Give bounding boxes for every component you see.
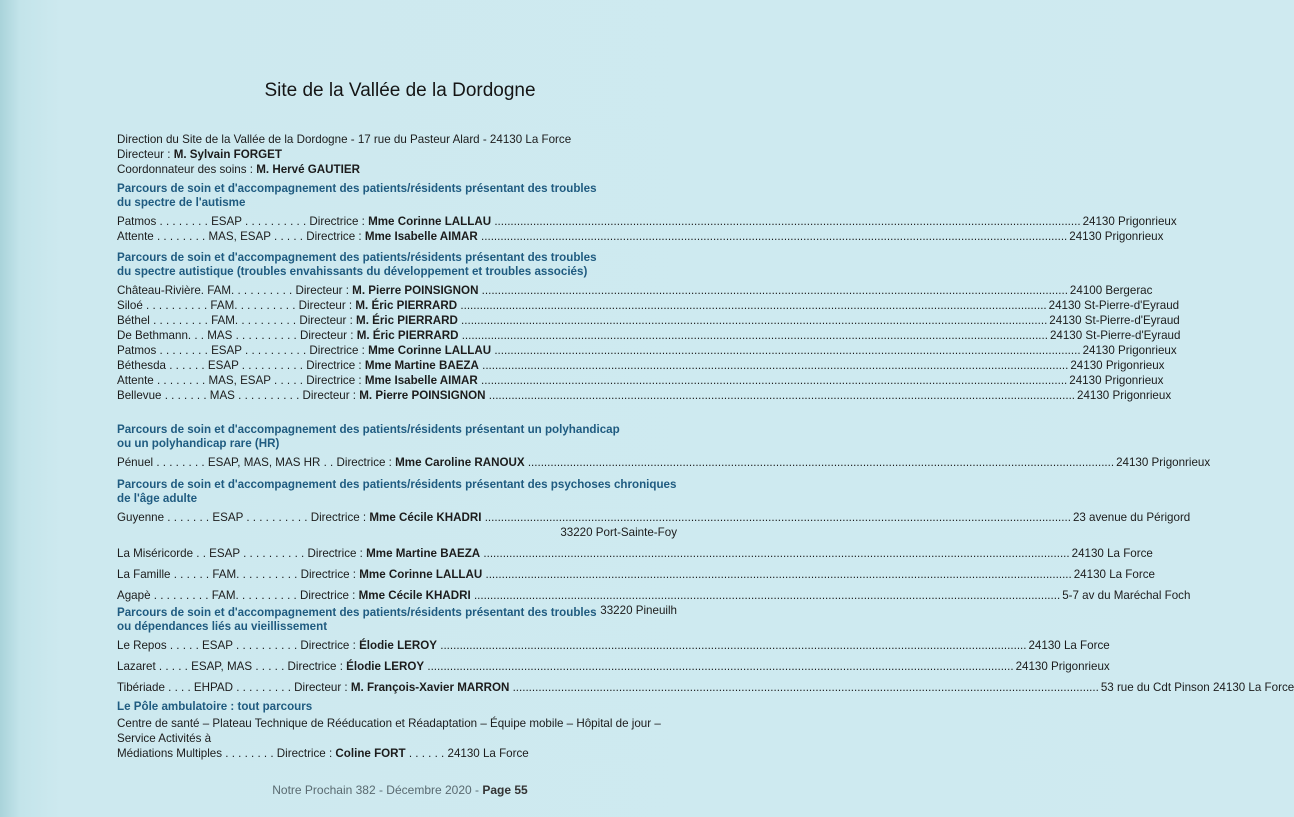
facility-location: 24130 St-Pierre-d'Eyraud xyxy=(1049,314,1180,327)
facility-info: Siloé . . . . . . . . . . FAM. . . . . . . . . . Directeur : xyxy=(117,299,356,312)
facility-row xyxy=(117,343,1177,358)
facility-row xyxy=(117,373,1164,388)
page-footer xyxy=(0,783,800,797)
facility-info: Tibériade . . . . EHPAD . . . . . . . . . Directeur : xyxy=(117,681,351,694)
facility-row xyxy=(117,638,1110,653)
facility-location: 24130 Prigonrieux xyxy=(1070,359,1165,372)
facility-location: 24130 Prigonrieux xyxy=(1015,660,1110,673)
facility-row xyxy=(117,328,1181,343)
facility-lead xyxy=(117,455,1114,470)
section xyxy=(117,478,1191,624)
facility-row xyxy=(117,214,1177,229)
facility-row xyxy=(117,546,1153,561)
ambulatory-line-2 xyxy=(117,746,697,761)
facility-row xyxy=(117,283,1153,298)
director-label: Directeur : xyxy=(117,148,174,161)
director-name: Mme Martine BAEZA xyxy=(364,359,479,372)
section-heading: ou un polyhandicap rare (HR) xyxy=(117,437,280,450)
ambulatory-section xyxy=(117,700,697,761)
facility-info: Bellevue . . . . . . . MAS . . . . . . . . . . Directeur : xyxy=(117,389,360,402)
facility-info: Patmos . . . . . . . . ESAP . . . . . . . . . . Directrice : xyxy=(117,344,369,357)
facility-row xyxy=(117,455,1211,470)
facility-info: Attente . . . . . . . . MAS, ESAP . . . . . Directrice : xyxy=(117,230,365,243)
facility-location: 23 avenue du Périgord xyxy=(1072,511,1191,524)
facility-lead xyxy=(117,283,1068,298)
section-heading: Parcours de soin et d'accompagnement des patients/résidents présentant un polyhandicap xyxy=(117,423,620,436)
director-name: Mme Cécile KHADRI xyxy=(358,589,471,602)
section-heading: Parcours de soin et d'accompagnement des patients/résidents présentant des troubles xyxy=(117,251,597,264)
facility-lead xyxy=(117,659,1014,674)
director-name: Mme Corinne LALLAU xyxy=(368,344,492,357)
facility-lead xyxy=(117,680,1099,695)
facility-lead xyxy=(117,638,1026,653)
section xyxy=(117,423,1211,470)
facility-location: 24130 Prigonrieux xyxy=(1116,456,1211,469)
page-title: Site de la Vallée de la Dordogne xyxy=(264,80,536,101)
facility-location: 5-7 av du Maréchal Foch xyxy=(1062,589,1191,602)
section-heading: Parcours de soin et d'accompagnement des patients/résidents présentant des psychoses chroniques de l'âge adulte xyxy=(117,478,677,505)
director-name: M. Éric PIERRARD xyxy=(356,314,458,327)
section-heading: du spectre de l'autisme xyxy=(117,196,246,209)
facility-lead xyxy=(117,510,1071,525)
director-name: Mme Isabelle AIMAR xyxy=(364,374,478,387)
director-name: Mme Corinne LALLAU xyxy=(368,215,492,228)
facility-row xyxy=(117,510,1191,525)
section-heading: Parcours de soin et d'accompagnement des patients/résidents présentant des troubles xyxy=(117,182,597,195)
facility-lead xyxy=(117,313,1047,328)
section-heading: ou dépendances liés au vieillissement xyxy=(117,620,328,633)
facility-lead xyxy=(117,588,1060,603)
site-director xyxy=(117,147,677,162)
director-name: Mme Martine BAEZA xyxy=(366,547,481,560)
director-name: Mme Caroline RANOUX xyxy=(395,456,525,469)
facility-info: Attente . . . . . . . . MAS, ESAP . . . . . Directrice : xyxy=(117,374,365,387)
facility-info: La Famille . . . . . . FAM. . . . . . . . . . Directrice : xyxy=(117,568,360,581)
footer-text: Notre Prochain 382 - Décembre 2020 - xyxy=(272,783,483,797)
facility-location: 24130 Prigonrieux xyxy=(1069,230,1164,243)
section xyxy=(117,606,1294,701)
facility-location: 24130 Prigonrieux xyxy=(1077,389,1172,402)
section-heading: Parcours de soin et d'accompagnement des patients/résidents présentant des troubles xyxy=(117,606,597,619)
facility-location: 24130 Prigonrieux xyxy=(1069,374,1164,387)
facility-lead xyxy=(117,328,1048,343)
page-number: Page 55 xyxy=(482,783,528,797)
facility-row xyxy=(117,358,1165,373)
coord-name: M. Hervé GAUTIER xyxy=(256,163,360,176)
facility-row xyxy=(117,313,1180,328)
ambulatory-director: Coline FORT xyxy=(335,747,406,760)
section xyxy=(117,251,1181,403)
facility-location: 24130 La Force xyxy=(1073,568,1155,581)
facility-location: 24130 St-Pierre-d'Eyraud xyxy=(1048,299,1180,312)
facility-info: Béthesda . . . . . . ESAP . . . . . . . . . . Directrice : xyxy=(117,359,365,372)
site-intro xyxy=(117,132,677,177)
director-name: Élodie LEROY xyxy=(359,639,438,652)
facility-lead xyxy=(117,388,1075,403)
ambulatory-heading: Le Pôle ambulatoire : tout parcours xyxy=(117,700,313,713)
director-name: M. Éric PIERRARD xyxy=(356,329,459,342)
facility-location: 24130 St-Pierre-d'Eyraud xyxy=(1049,329,1181,342)
director-name: Mme Corinne LALLAU xyxy=(359,568,483,581)
facility-info: De Bethmann. . . MAS . . . . . . . . . . Directeur : xyxy=(117,329,357,342)
facility-location: 24130 La Force xyxy=(1071,547,1153,560)
director-name: Mme Cécile KHADRI xyxy=(369,511,482,524)
section-heading: du spectre autistique (troubles envahissants du développement et troubles associés) xyxy=(117,265,588,278)
ambulatory-lead: Médiations Multiples . . . . . . . . Directrice : xyxy=(117,747,336,760)
director-name: M. François-Xavier MARRON xyxy=(350,681,510,694)
facility-info: Agapè . . . . . . . . . FAM. . . . . . . . . . Directrice : xyxy=(117,589,359,602)
ambulatory-location: . . . . . . 24130 La Force xyxy=(405,747,529,760)
facility-info: Le Repos . . . . . ESAP . . . . . . . . . . Directrice : xyxy=(117,639,360,652)
facility-info: Château-Rivière. FAM. . . . . . . . . . Directeur : xyxy=(117,284,353,297)
facility-lead xyxy=(117,358,1068,373)
site-coordinator xyxy=(117,162,677,177)
facility-lead xyxy=(117,373,1067,388)
director-name: M. Éric PIERRARD xyxy=(355,299,458,312)
director-name: M. Sylvain FORGET xyxy=(173,148,282,161)
facility-location: 24100 Bergerac xyxy=(1069,284,1153,297)
facility-lead xyxy=(117,546,1070,561)
facility-info: Patmos . . . . . . . . ESAP . . . . . . . . . . Directrice : xyxy=(117,215,369,228)
director-name: Élodie LEROY xyxy=(346,660,425,673)
facility-row xyxy=(117,659,1110,674)
site-address: Direction du Site de la Vallée de la Dordogne - 17 rue du Pasteur Alard - 24130 La Force xyxy=(117,133,572,146)
facility-row xyxy=(117,229,1164,244)
facility-lead xyxy=(117,229,1067,244)
facility-lead xyxy=(117,298,1047,313)
facility-info: Guyenne . . . . . . . ESAP . . . . . . . . . . Directrice : xyxy=(117,511,370,524)
facility-row xyxy=(117,388,1172,403)
facility-row xyxy=(117,567,1155,582)
facility-lead xyxy=(117,343,1081,358)
section xyxy=(117,182,1177,244)
facility-location-line-2: 33220 Port-Sainte-Foy xyxy=(560,526,677,539)
facility-location: 24130 Prigonrieux xyxy=(1082,215,1177,228)
facility-location: 24130 La Force xyxy=(1028,639,1110,652)
facility-location-line-2: 33220 Pineuilh xyxy=(600,604,677,617)
director-name: M. Pierre POINSIGNON xyxy=(359,389,486,402)
facility-location: 24130 Prigonrieux xyxy=(1082,344,1177,357)
facility-info: Lazaret . . . . . ESAP, MAS . . . . . Directrice : xyxy=(117,660,347,673)
facility-row xyxy=(117,588,1191,603)
coord-label: Coordonnateur des soins : xyxy=(117,163,257,176)
facility-lead xyxy=(117,214,1081,229)
facility-info: La Miséricorde . . ESAP . . . . . . . . . . Directrice : xyxy=(117,547,367,560)
director-name: M. Pierre POINSIGNON xyxy=(352,284,479,297)
facility-row xyxy=(117,298,1180,313)
facility-row xyxy=(117,680,1294,695)
facility-lead xyxy=(117,567,1072,582)
ambulatory-line: Centre de santé – Plateau Technique de Rééducation et Réadaptation – Équipe mobile – Hôpital de jour – Service Activités à xyxy=(117,717,661,745)
facility-info: Pénuel . . . . . . . . ESAP, MAS, MAS HR . . Directrice : xyxy=(117,456,396,469)
facility-location: 53 rue du Cdt Pinson 24130 La Force xyxy=(1100,681,1294,694)
facility-info: Béthel . . . . . . . . . FAM. . . . . . . . . . Directeur : xyxy=(117,314,357,327)
director-name: Mme Isabelle AIMAR xyxy=(364,230,478,243)
